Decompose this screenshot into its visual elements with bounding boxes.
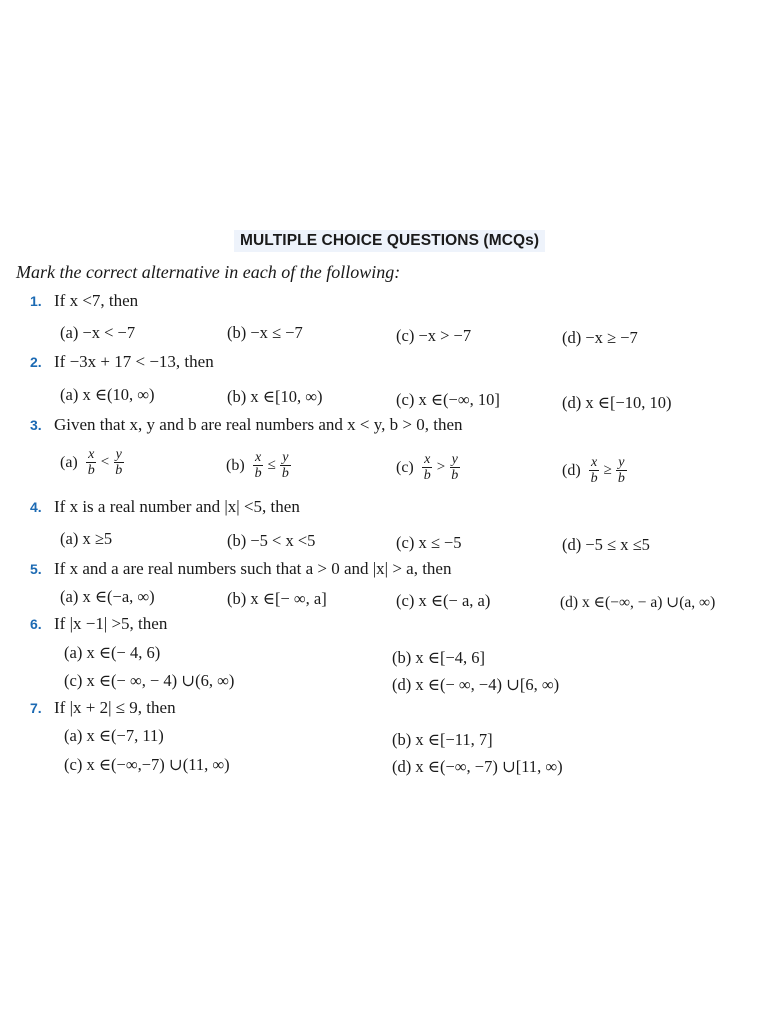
question-text: If |x + 2| ≤ 9, then (54, 698, 176, 717)
question-7 (30, 698, 176, 718)
question-text: If x and a are real numbers such that a > 0 and |x| > a, then (54, 559, 452, 578)
question-3 (30, 415, 463, 435)
page-title: MULTIPLE CHOICE QUESTIONS (MCQs) (234, 230, 545, 252)
relation-symbol: > (436, 459, 446, 475)
fraction-right: $\frac{y}{b}$ (115, 447, 123, 478)
option-3a (60, 447, 126, 478)
question-number: 6. (30, 616, 42, 632)
relation-symbol: < (100, 454, 110, 470)
question-number: 5. (30, 561, 42, 577)
option-4d: (d) −5 ≤ x ≤5 (562, 535, 650, 554)
relation-symbol: ≥ (603, 462, 612, 478)
option-5b: (b) x ∈[− ∞, a] (227, 589, 327, 608)
option-1d: (d) −x ≥ −7 (562, 328, 638, 347)
question-text: If x is a real number and |x| <5, then (54, 497, 300, 516)
option-5a: (a) x ∈(−a, ∞) (60, 587, 155, 606)
option-4a: (a) x ≥5 (60, 529, 113, 548)
option-4c: (c) x ≤ −5 (396, 533, 462, 552)
instruction-text: Mark the correct alternative in each of the following: (16, 262, 401, 282)
question-text: If −3x + 17 < −13, then (54, 352, 214, 371)
question-5 (30, 559, 451, 579)
option-2a: (a) x ∈(10, ∞) (60, 385, 155, 404)
option-6d: (d) x ∈(− ∞, −4) ∪[6, ∞) (392, 675, 560, 694)
option-7b: (b) x ∈[−11, 7] (392, 730, 493, 749)
fraction-left: $\frac{x}{b}$ (423, 452, 431, 483)
question-6 (30, 614, 167, 634)
option-2c: (c) x ∈(−∞, 10] (396, 390, 500, 409)
fraction-right: $\frac{y}{b}$ (281, 450, 289, 481)
option-3b (226, 450, 293, 481)
fraction-right: $\frac{y}{b}$ (617, 455, 625, 486)
option-6a: (a) x ∈(− 4, 6) (64, 643, 161, 662)
fraction-left: $\frac{x}{b}$ (590, 455, 598, 486)
option-label: (a) (60, 453, 78, 471)
option-2d: (d) x ∈[−10, 10) (562, 393, 672, 412)
option-label: (b) (226, 456, 245, 474)
question-text: Given that x, y and b are real numbers and x < y, b > 0, then (54, 415, 463, 434)
option-2b: (b) x ∈[10, ∞) (227, 387, 323, 406)
option-6b: (b) x ∈[−4, 6] (392, 648, 485, 667)
option-4b: (b) −5 < x <5 (227, 531, 316, 550)
option-label: (d) (562, 461, 581, 479)
question-2 (30, 352, 214, 372)
question-text: If x <7, then (54, 291, 139, 310)
option-1b: (b) −x ≤ −7 (227, 323, 303, 342)
question-1 (30, 291, 138, 311)
question-4 (30, 497, 300, 517)
question-number: 4. (30, 499, 42, 515)
option-7c: (c) x ∈(−∞,−7) ∪(11, ∞) (64, 755, 230, 774)
question-number: 7. (30, 700, 42, 716)
question-number: 3. (30, 417, 42, 433)
question-number: 1. (30, 293, 42, 309)
option-5c: (c) x ∈(− a, a) (396, 591, 491, 610)
option-7a: (a) x ∈(−7, 11) (64, 726, 164, 745)
fraction-right: $\frac{y}{b}$ (451, 452, 459, 483)
option-3c (396, 452, 462, 483)
fraction-left: $\frac{x}{b}$ (87, 447, 95, 478)
question-text: If |x −1| >5, then (54, 614, 168, 633)
option-1a: (a) −x < −7 (60, 323, 136, 342)
option-6c: (c) x ∈(− ∞, − 4) ∪(6, ∞) (64, 671, 235, 690)
fraction-left: $\frac{x}{b}$ (254, 450, 262, 481)
option-label: (c) (396, 458, 414, 476)
option-5d: (d) x ∈(−∞, − a) ∪(a, ∞) (560, 594, 716, 611)
question-number: 2. (30, 354, 42, 370)
option-1c: (c) −x > −7 (396, 326, 472, 345)
option-7d: (d) x ∈(−∞, −7) ∪[11, ∞) (392, 757, 563, 776)
option-3d (562, 455, 629, 486)
relation-symbol: ≤ (267, 457, 276, 473)
